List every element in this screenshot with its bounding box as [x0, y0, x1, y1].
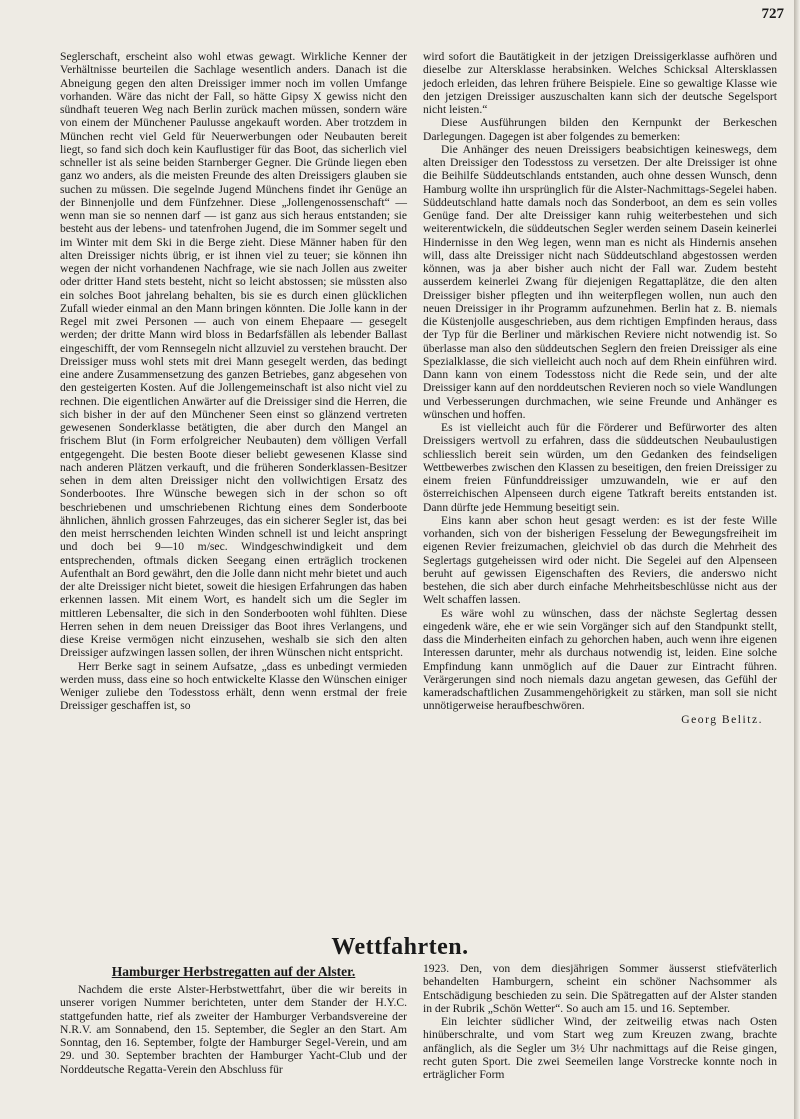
paragraph: Eins kann aber schon heut gesagt werden: es ist der feste Wille vorhanden, sich von der bisherigen Fesselung der Bewegungsfreiheit im eigenen Revier freizumachen, gleichviel ob das durch die Mehrheit des Seglertags gutgeheissen wird oder nicht. Die Segelei auf den Alpenseen beruht auf gewissen Eigenschaften des Reviers, die anderswo nicht bestehen, die sich aber durch einfache Mehrheitsbeschlüsse nicht aus der Welt schaffen lassen. — [423, 513, 777, 607]
report-right-column — [423, 962, 777, 1081]
page-edge-shadow — [794, 0, 800, 1119]
article-subtitle: Hamburger Herbstregatten auf der Alster. — [111, 964, 356, 979]
author-signature: Georg Belitz. — [681, 712, 763, 726]
section-title: Wettfahrten. — [331, 934, 469, 960]
article-left-column — [60, 50, 407, 713]
paragraph: 1923. Den, von dem diesjährigen Sommer äusserst stiefväterlich behandelten Hamburgern, scheint ein schöner Nachsommer als Entschädigung beschieden zu sein. Die Spätregatten auf der Alster standen in der Rubrik „Schön Wetter“. So auch am 15. und 16. September. — [423, 962, 777, 1015]
paragraph: Diese Ausführungen bilden den Kernpunkt der Berkeschen Darlegungen. Dagegen ist aber folgendes zu bemerken: — [423, 116, 777, 143]
paragraph: Nachdem die erste Alster-Herbstwettfahrt, über die wir bereits in unserer vorigen Nummer berichteten, unter dem Stander der H.Y.C. stattgefunden hatte, rief als zweiter der Hamburger Verbandsvereine der N.R.V. am Sonnabend, den 15. September, die Segler an den Start. Am Sonntag, den 16. September, folgte der Hamburger Segel-Verein, und am 29. und 30. September brachten der Hamburger Yacht-Club und der Norddeutsche Regatta-Verein den Abschluss für — [60, 983, 407, 1076]
paragraph: Herr Berke sagt in seinem Aufsatze, „dass es unbedingt vermieden werden muss, dass eine so hoch entwickelte Klasse den Wünschen einiger Weniger zuliebe den Todesstoss erhält, denn wenn erstmal der freie Dreissiger geschaffen ist, so — [60, 659, 407, 713]
page-number: 727 — [761, 6, 784, 22]
paragraph: Es wäre wohl zu wünschen, dass der nächste Seglertag dessen eingedenk wäre, ehe er wie sein Vorgänger sich auf den Standpunkt stellt, dass die Minderheiten einfach zu gehorchen haben, auch wenn ihre eigenen Interessen darunter, mehr als durchaus notwendig ist, leiden. Eine solche Empfindung kann unmöglich auf die Dauer zur Eintracht führen. Verärgerungen sind noch niemals dazu angetan gewesen, das Gefühl der kameradschaftlichen Zusammengehörigkeit zu stärken, man soll sie nicht unnötigerweise heraufbeschwören. — [423, 606, 777, 713]
report-left-column — [60, 983, 407, 1076]
paragraph: wird sofort die Bautätigkeit in der jetzigen Dreissigerklasse aufhören und dieselbe zur Altersklasse herabsinken. Welches Schicksal Altersklassen jedoch erleiden, das lehren frühere Beispiele. Eine so gewaltige Klasse wie den jetzigen Dreissiger auszuschalten kann sich der deutsche Segelsport nicht leisten.“ — [423, 50, 777, 116]
article-right-column — [423, 50, 777, 726]
paragraph: Seglerschaft, erscheint also wohl etwas gewagt. Wirkliche Kenner der Verhältnisse beurteilen die Sachlage wesentlich anders. Danach ist die Abneigung gegen den alten Dreissiger immer noch im vollen Umfange vorhanden. Wäre das nicht der Fall, so hätte Gipsy X gewiss nicht den sündhaft teueren Weg nach Berlin zurück machen müssen, sondern wäre von einem der Münchener Paulusse angekauft worden. Aber trotzdem in München recht viel Geld für Neuerwerbungen oder Neubauten bereit liegt, so fand sich doch kein Kauflustiger für das Boot, das sicherlich viel schneller ist als seine beiden Starnberger Gegner. Die Gründe liegen eben ganz wo anders, als die meisten Freunde des alten Dreissigers glauben sie suchen zu müssen. Die segelnde Jugend Münchens findet ihr Genüge an der Binnenjolle und dem Fünfzehner. Diese „Jollengenossenschaft“ — wenn man sie so nennen darf — ist ganz aus sich heraus entstanden; sie besteht aus der lebens- und tatenfrohen Jugend, die im Sommer segelt und im Winter mit dem Ski in die Berge zieht. Diese Männer haben für den alten Dreissiger nichts übrig, er ist ihnen viel zu teuer; sie können ihn wegen der nicht vorhandenen Nachfrage, wie sie nach Jollen aus zweiter oder dritter Hand stets besteht, nicht so leicht abstossen; sie müssten also ein solches Boot jahrelang behalten, bis sie es durch einen glücklichen Zufall wieder einmal an den Mann bringen könnten. Die Jolle kann in der Regel mit zwei Personen — auch von einem Ehepaare — gesegelt werden; der dritte Mann wird bloss in Bedarfsfällen als lebender Ballast eingeschifft, der vom Rennsegeln nicht allzuviel zu verstehen braucht. Der Dreissiger muss wohl stets mit drei Mann gesegelt werden, das bedingt eine andere Zusammensetzung des ganzen Betriebes, ganz abgesehen von den gesteigerten Kosten. Auf die Jollengemeinschaft ist also nicht viel zu rechnen. Die eigentlichen Anwärter auf die Dreissiger sind die Herren, die sich bisher in der auf den Münchener Seen einst so glänzend vertreten gewesenen Sonderklasse betätigten, die aber durch den Mangel an frischem Blut (in Form erfolgreicher Neubauten) dem völligen Verfall entgegengeht. Die besten Boote dieser beliebt gewesenen Klasse sind nach anderen Plätzen verkauft, und die früheren Sonderklassen-Besitzer sehen in dem alten Dreissiger nicht den vollwichtigen Ersatz des Sonderbootes. Ihre Wünsche bewegen sich in der schon so oft beschriebenen und umschriebenen Richtung eines dem Sonderboote ähnlichen, ähnlich grossen Fahrzeuges, das ein sicherer Segler ist, das bei den meist herrschenden leichten Winden schnell ist und leicht anspringt und doch bei 9—10 m/sec. Windgeschwindigkeit und dem entsprechenden, oftmals dicken Seegang einen erträglich trockenen Aufenthalt an Bord gewährt, den die Jolle dann nicht mehr bietet und auch der alte Dreissiger nicht bietet, soweit die hiesigen Erfahrungen das haben erkennen lassen. Mit einem Wort, es handelt sich um die Segler im mittleren Lebensalter, die sich in den Sonderbooten wohl fühlten. Diese Herren sehen in dem neuen Dreissiger das Boot ihres Verlangens, und diese Kreise vermögen nicht einzusehen, weshalb sie sich den alten Dreissiger aufzwingen lassen sollen, der ihren Wünschen nicht entspricht. — [60, 50, 407, 660]
paragraph: Ein leichter südlicher Wind, der zeitweilig etwas nach Osten hinüberschralte, und vom Start weg zum Kreuzen zwang, brachte anfänglich, als die Segler um 3½ Uhr nachmittags auf die Reise gingen, recht guten Sport. Die zwei Seemeilen lange Vorstrecke konnte noch in erträglicher Form — [423, 1015, 777, 1081]
paragraph: Die Anhänger des neuen Dreissigers beabsichtigen keineswegs, dem alten Dreissiger den Todesstoss zu versetzen. Der alte Dreissiger ist ohne die Beihilfe Süddeutschlands entstanden, auch ohne dessen Wunsch, denn Hamburg wollte ihn ursprünglich für die Alster-Nachmittags-Segelei haben. Süddeutschland hatte damals noch das Sonderboot, an dem es sein volles Genüge fand. Der alte Dreissiger kann ruhig weiterbestehen und sich weiterentwickeln, die süddeutschen Segler werden seinem Dasein keinerlei Hindernisse in den Weg legen, wenn man es nicht als Hindernis ansehen will, dass alte Dreissiger nicht nach Süddeutschland abgestossen werden können, was ja aber bisher auch nicht der Fall war. Zudem besteht ausserdem keinerlei Zwang für diejenigen Regattaplätze, die den alten Dreissiger bisher pflegten und ihn weiterpflegen wollen, nun auch den neuen Dreissiger in ihr Programm aufzunehmen. Berlin hat z. B. niemals die Küstenjolle ausgeschrieben, aus dem richtigen Empfinden heraus, dass der Typ für die Berliner und märkischen Reviere nicht notwendig ist. So überlasse man also den süddeutschen Seglern den freien Dreissiger als eine Spezialklasse, die sich vielleicht auch noch auf dem Rhein einführen wird. Dann kann von einem Todesstoss nicht die Rede sein, und der alte Dreissiger kann auf den norddeutschen Revieren noch so viele Wandlungen und Verbesserungen durchmachen, wie seine Freunde und Anhänger es wünschen und hoffen. — [423, 142, 777, 421]
paragraph: Es ist vielleicht auch für die Förderer und Befürworter des alten Dreissigers wertvoll zu erfahren, dass die süddeutschen Neubaulustigen schliesslich bereit sein würden, um den Gedanken des feindseligen Wettbewerbes zwischen den Klassen zu beseitigen, den freien Dreissiger zu einem freien Fünfunddreissiger umzuwandeln, wie er auf den österreichischen Alpenseen durch eigene Tatkraft bereits entstanden ist. Dann dürfte jede Hemmung beseitigt sein. — [423, 421, 777, 514]
